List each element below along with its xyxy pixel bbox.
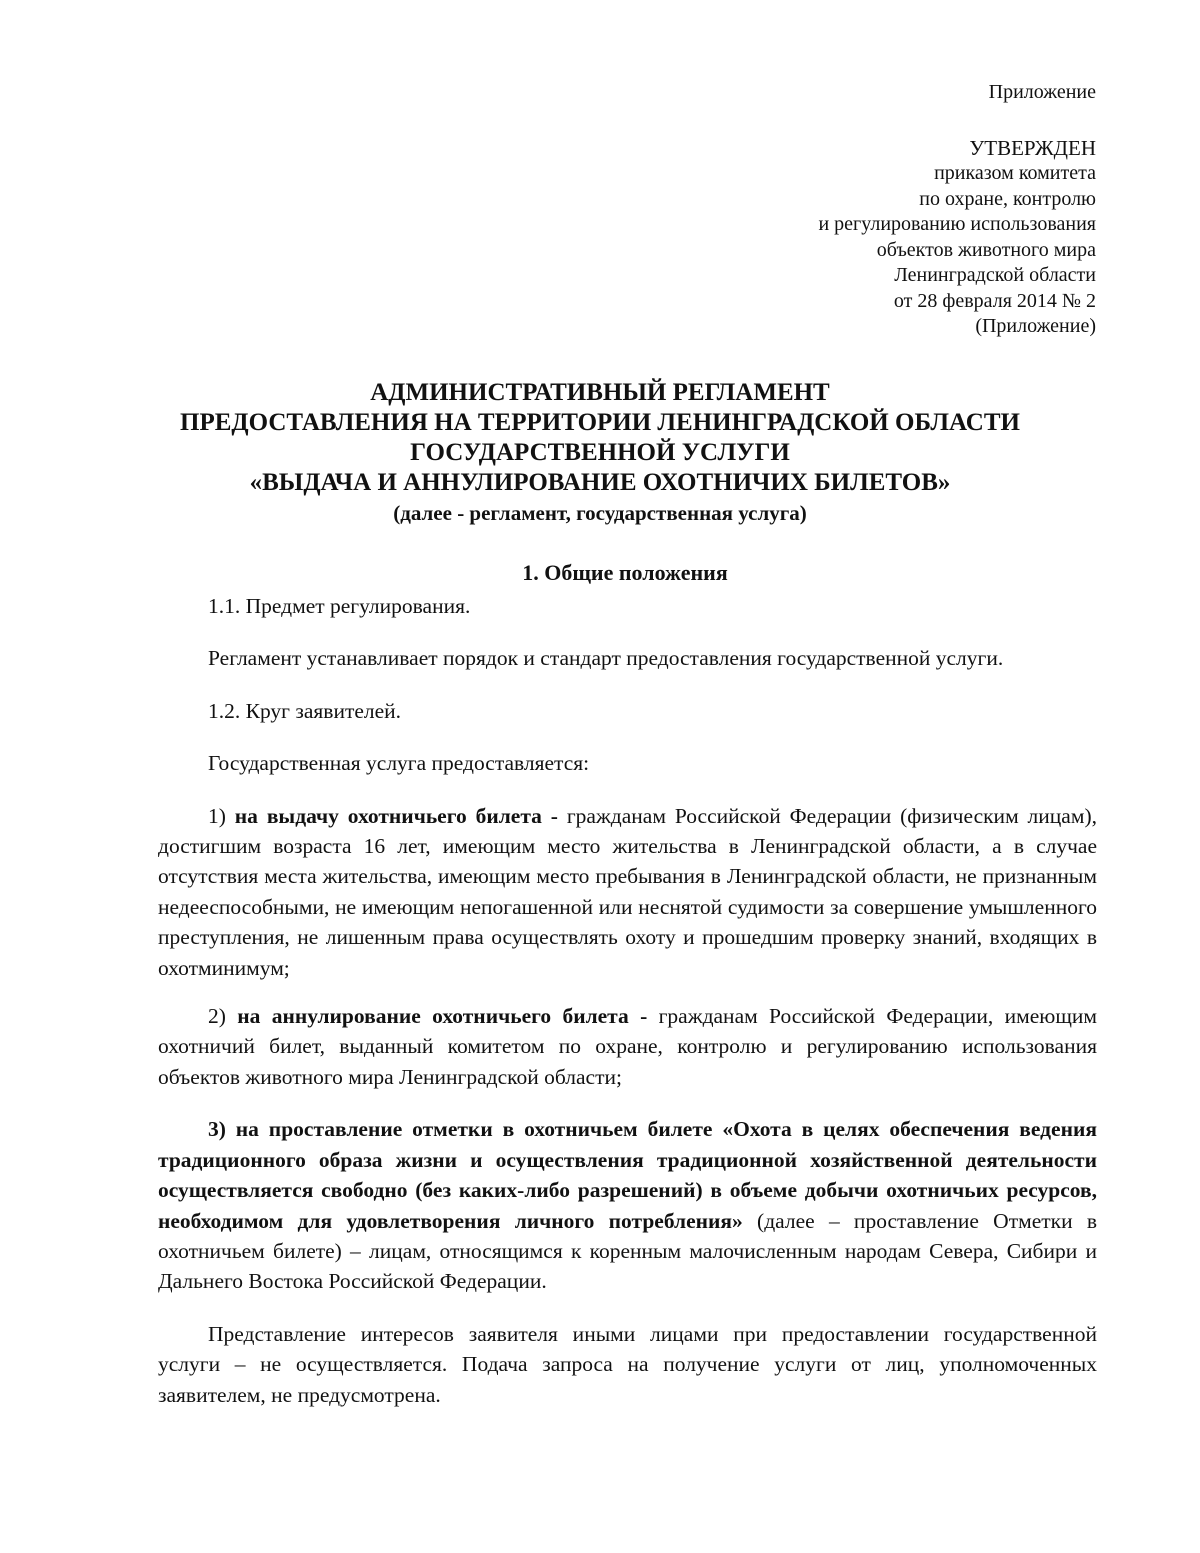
item-number: 1) [208, 803, 235, 828]
paragraph-subject: 1.1. Предмет регулирования. [208, 594, 471, 618]
item-bold-text: на выдачу охотничьего билета - [234, 803, 558, 828]
approval-line: приказом комитета [934, 162, 1096, 184]
list-item-mark [158, 1114, 1097, 1296]
approval-line: по охране, контролю [919, 187, 1096, 210]
item-text: (далее – проставление Отметки в охотничьем билете) – лицам, относящимся к коренным малочисленным народам Севера, Сибири и Дальнего Востока Российской Федерации. [158, 1208, 1097, 1294]
approval-line: Ленинградской области [894, 264, 1096, 286]
approval-line: (Приложение) [975, 315, 1096, 337]
list-item-issue [158, 801, 1097, 983]
approval-line: объектов животного мира [876, 238, 1096, 261]
paragraph-service: Государственная услуга предоставляется: [208, 751, 590, 776]
item-bold-text: на аннулирование охотничьего билета - [237, 1004, 648, 1029]
document-title [100, 378, 1100, 528]
title-line: ГОСУДАРСТВЕННОЙ УСЛУГИ [410, 439, 790, 466]
document-body [158, 559, 1097, 1410]
approved-label: УТВЕРЖДЕН [969, 135, 1096, 160]
approval-date: от 28 февраля 2014 № 2 [893, 289, 1096, 312]
section-heading: 1. Общие положения [522, 560, 728, 585]
item-number: 2) [208, 1004, 238, 1029]
approval-line: и регулированию использования [818, 213, 1096, 235]
paragraph-regulation: Регламент устанавливает порядок и стандарт предоставления государственной услуги. [208, 646, 1004, 671]
item-text: гражданам Российской Федерации, имеющим охотничий билет, выданный комитетом по охране, контролю и регулированию использования объектов животного мира Ленинградской области; [158, 1004, 1097, 1089]
title-line: «ВЫДАЧА И АННУЛИРОВАНИЕ ОХОТНИЧИХ БИЛЕТОВ» [249, 469, 951, 496]
item-text: гражданам Российской Федерации (физическим лицам), достигшим возраста 16 лет, имеющим место жительства в Ленинградской области, а в случае отсутствия места жительства, имеющим место пребывания в Ленинградской области, не признанным недееспособными, не имеющим непогашенной или неснятой судимости за совершение умышленного преступления, не лишенным права осуществлять охоту и прошедшим проверку знаний, входящих в охотминимум; [158, 803, 1097, 980]
title-line: АДМИНИСТРАТИВНЫЙ РЕГЛАМЕНТ [370, 379, 830, 406]
item-bold-text: 3) на проставление отметки в охотничьем билете «Охота в целях обеспечения ведения традиционного образа жизни и осуществления традиционной хозяйственной деятельности осуществляется свободно (без каких-либо разрешений) в объеме добычи охотничьих ресурсов, необходимом для удовлетворения личного потребления» [158, 1117, 1097, 1233]
approval-block [818, 80, 1096, 340]
title-line: ПРЕДОСТАВЛЕНИЯ НА ТЕРРИТОРИИ ЛЕНИНГРАДСКОЙ ОБЛАСТИ [180, 409, 1020, 436]
appendix-label: Приложение [988, 81, 1096, 103]
list-item-cancel [158, 1001, 1097, 1092]
paragraph-representation: Представление интересов заявителя иными лицами при предоставлении государственной услуги – не осуществляется. Подача запроса на получение услуги от лиц, уполномоченных заявителем, не предусмотрена. [158, 1321, 1097, 1407]
paragraph-applicants: 1.2. Круг заявителей. [208, 698, 402, 723]
title-subtitle: (далее - регламент, государственная услуга) [393, 501, 807, 525]
